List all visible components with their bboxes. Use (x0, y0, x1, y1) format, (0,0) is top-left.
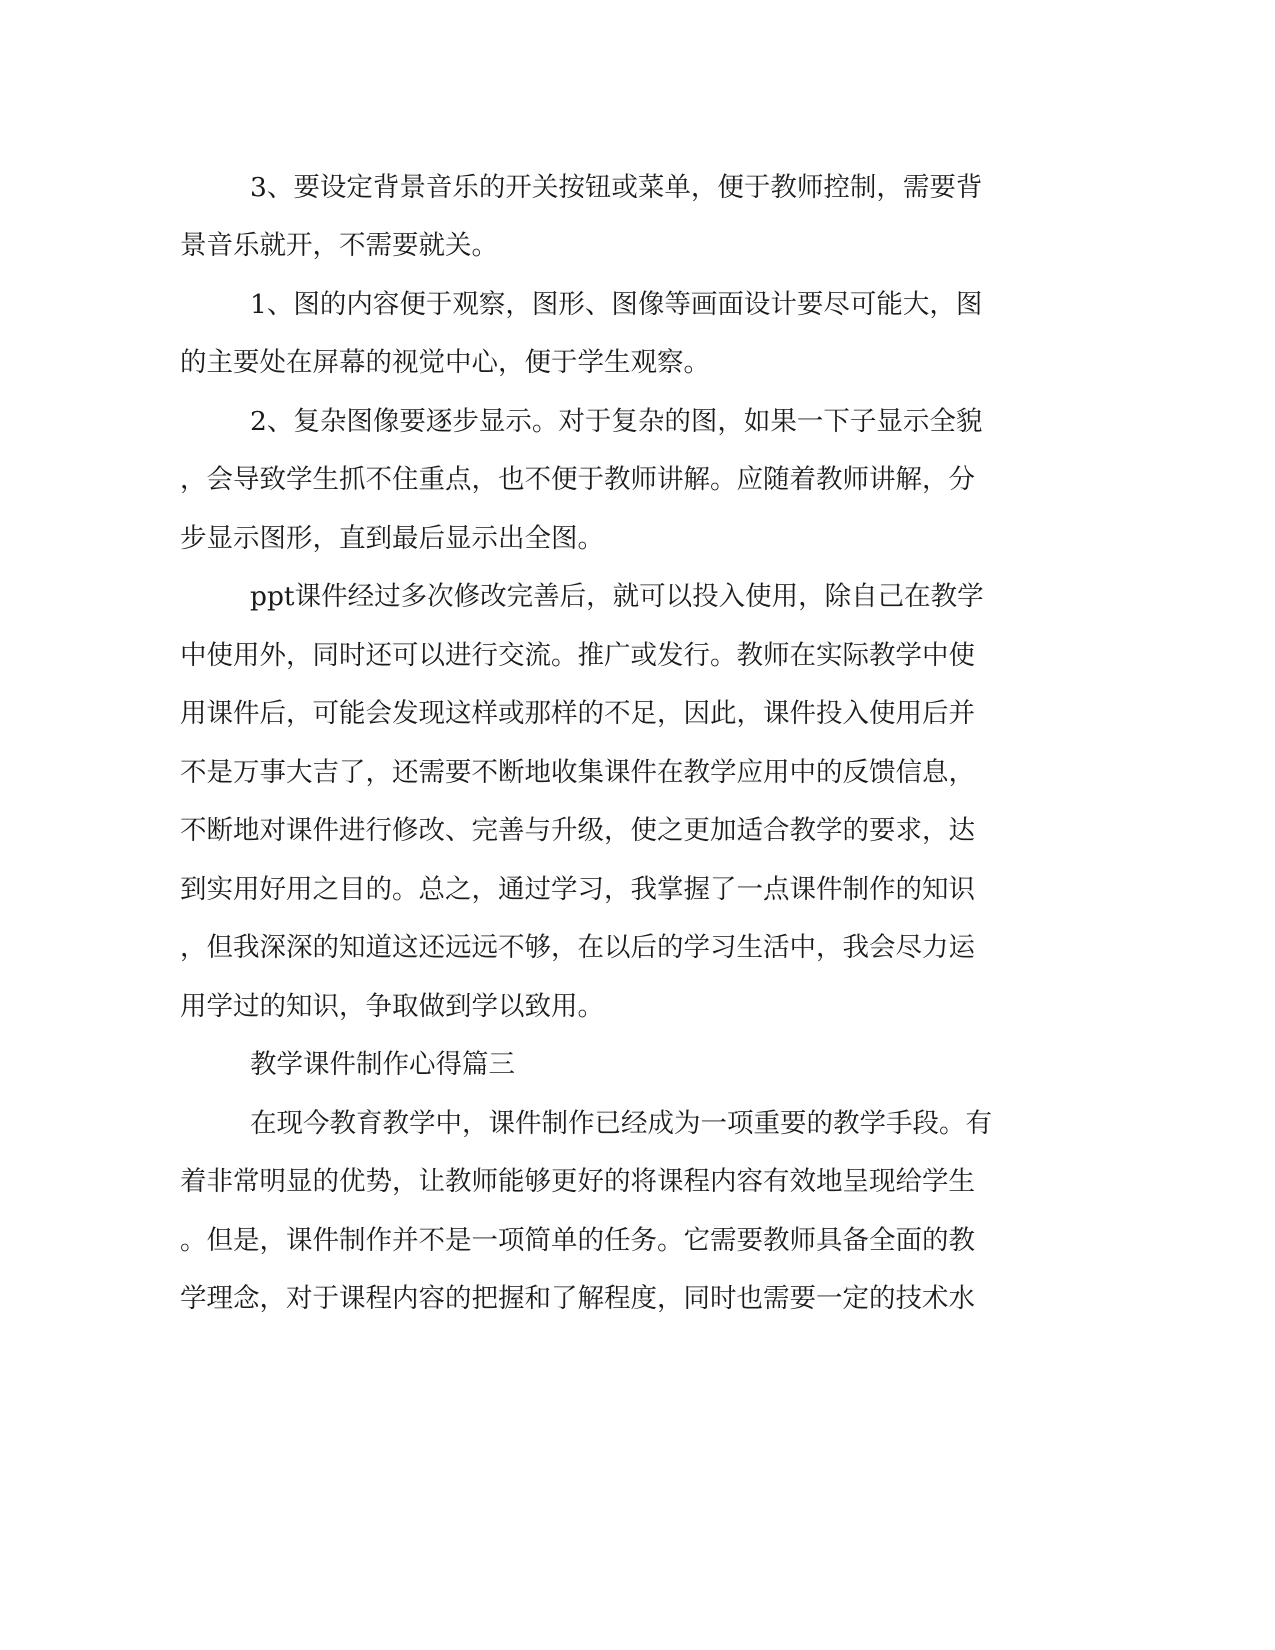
text-line (0, 343, 1275, 383)
paragraph-text: 1、图的内容便于观察，图形、图像等画面设计要尽可能大，图 (250, 289, 983, 320)
text-line (0, 694, 1275, 734)
paragraph-text: 着非常明显的优势，让教师能够更好的将课程内容有效地呈现给学生 (180, 1166, 975, 1197)
text-line (0, 1045, 1275, 1085)
paragraph-text: 学理念，对于课程内容的把握和了解程度，同时也需要一定的技术水 (180, 1283, 975, 1314)
paragraph-text: 用课件后，可能会发现这样或那样的不足，因此，课件投入使用后并 (180, 698, 975, 729)
text-line (0, 519, 1275, 559)
text-line (0, 460, 1275, 500)
text-line (0, 1104, 1275, 1144)
paragraph-text: ppt课件经过多次修改完善后，就可以投入使用，除自己在教学 (250, 581, 984, 612)
text-line (0, 226, 1275, 266)
text-line (0, 636, 1275, 676)
paragraph-text: 步显示图形，直到最后显示出全图。 (180, 523, 604, 554)
paragraph-text: 3、要设定背景音乐的开关按钮或菜单，便于教师控制，需要背 (250, 172, 983, 203)
paragraph-text: 用学过的知识，争取做到学以致用。 (180, 991, 604, 1022)
paragraph-text: 中使用外，同时还可以进行交流。推广或发行。教师在实际教学中使 (180, 640, 975, 671)
text-line (0, 1162, 1275, 1202)
text-line (0, 285, 1275, 325)
section-heading: 教学课件制作心得篇三 (250, 1049, 515, 1080)
text-line (0, 168, 1275, 208)
paragraph-text: 的主要处在屏幕的视觉中心，便于学生观察。 (180, 347, 710, 378)
paragraph-text: ，会导致学生抓不住重点，也不便于教师讲解。应随着教师讲解，分 (180, 464, 975, 495)
text-line (0, 928, 1275, 968)
paragraph-text: 不断地对课件进行修改、完善与升级，使之更加适合教学的要求，达 (180, 815, 975, 846)
paragraph-text: 不是万事大吉了，还需要不断地收集课件在教学应用中的反馈信息， (180, 757, 975, 788)
paragraph-text: ，但我深深的知道这还远远不够，在以后的学习生活中，我会尽力运 (180, 932, 975, 963)
paragraph-text: 2、复杂图像要逐步显示。对于复杂的图，如果一下子显示全貌 (250, 406, 983, 437)
paragraph-text: 到实用好用之目的。总之，通过学习，我掌握了一点课件制作的知识 (180, 874, 975, 905)
text-line (0, 1279, 1275, 1319)
text-line (0, 1221, 1275, 1261)
text-line (0, 577, 1275, 617)
text-line (0, 753, 1275, 793)
text-line (0, 870, 1275, 910)
paragraph-text: 景音乐就开，不需要就关。 (180, 230, 498, 261)
paragraph-text: 在现今教育教学中，课件制作已经成为一项重要的教学手段。有 (250, 1108, 992, 1139)
paragraph-text: 。但是，课件制作并不是一项简单的任务。它需要教师具备全面的教 (180, 1225, 975, 1256)
text-line (0, 402, 1275, 442)
text-line (0, 811, 1275, 851)
text-line (0, 987, 1275, 1027)
